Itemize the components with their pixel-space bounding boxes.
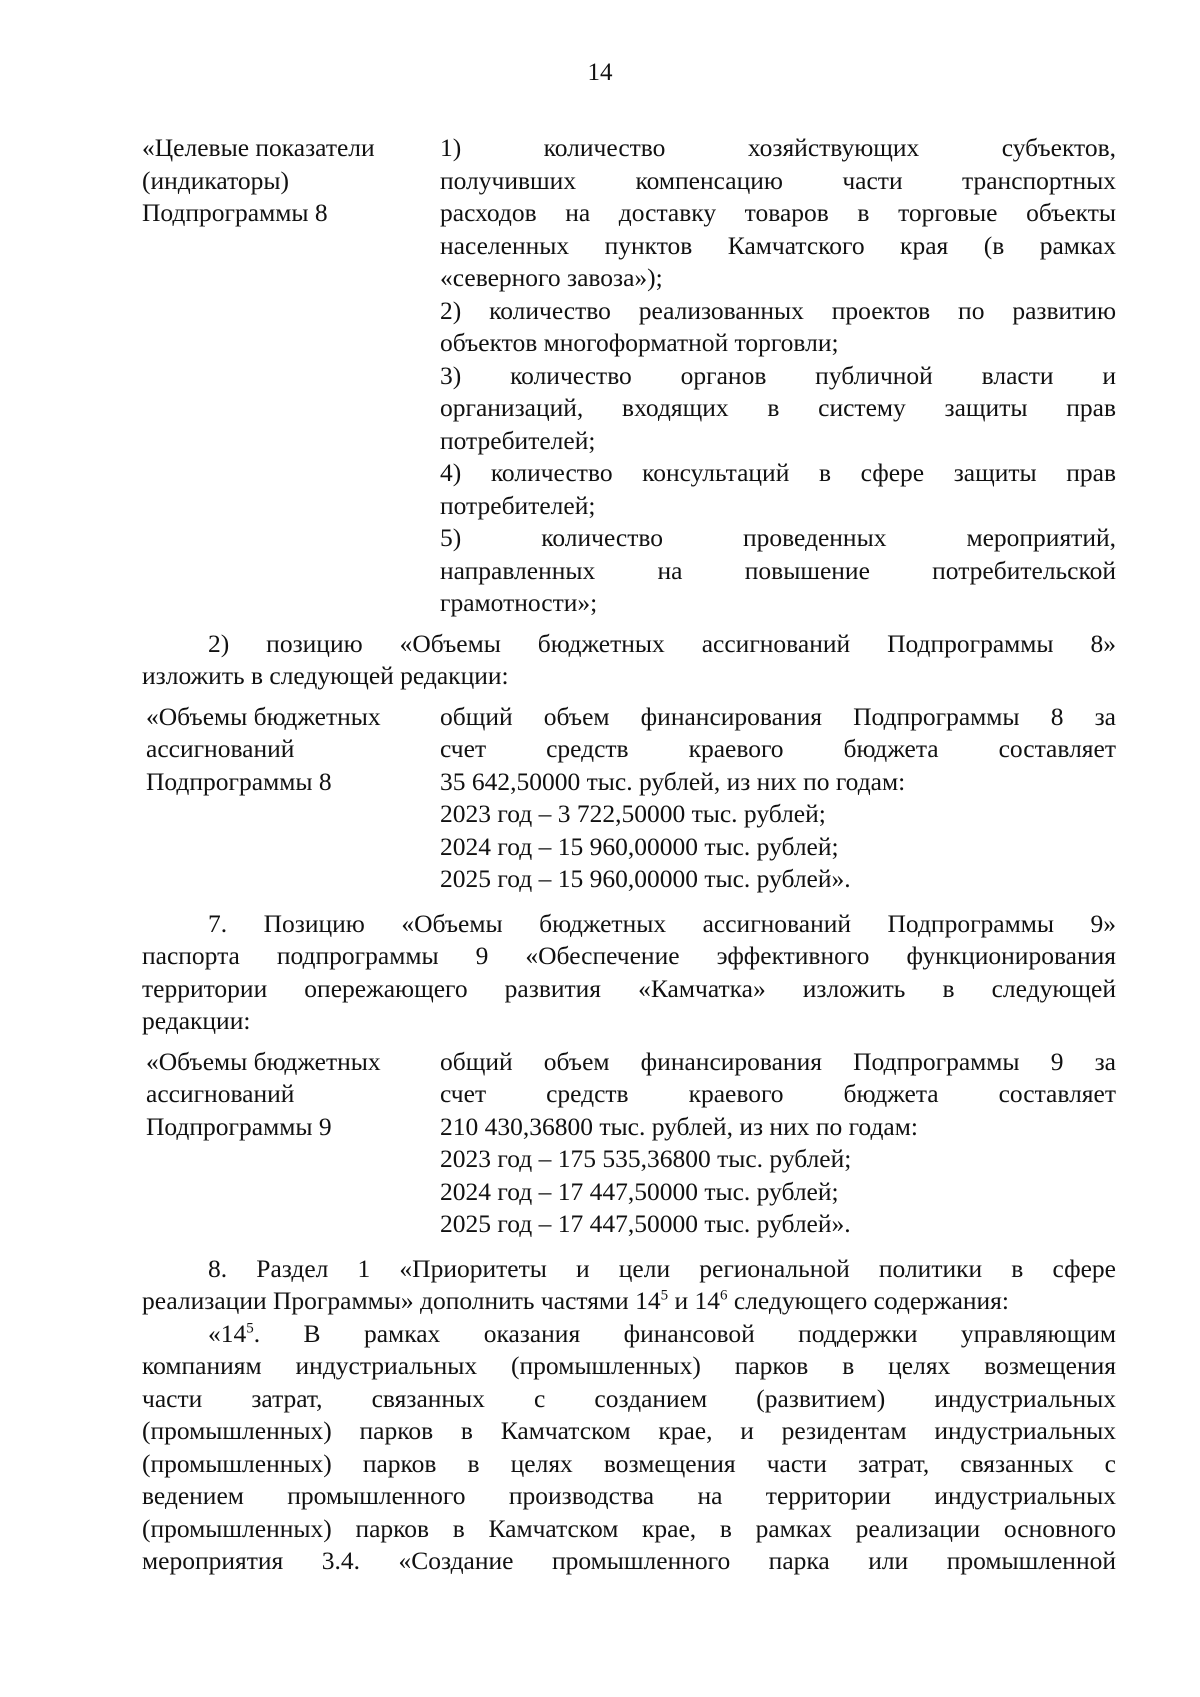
targets-list [440,132,1116,620]
budget-9-value [440,1046,1116,1241]
paragraph-line [142,1318,1116,1351]
value-line: 2025 год – 17 447,50000 тыс. рублей». [440,1209,851,1238]
target-line: направленных на повышение потребительской [440,555,1116,585]
value-line: счет средств краевого бюджета составляет [440,1079,1116,1108]
document-body [142,132,1116,1578]
target-line: потребителей; [440,425,596,455]
value-line: общий объем финансирования Подпрограммы 9 за [440,1046,1116,1076]
label-line: Подпрограммы 8 [142,198,328,227]
text-run: следующего содержания: [727,1286,1009,1315]
paragraph-line [142,1285,1116,1318]
target-line: получивших компенсацию части транспортных [440,165,1116,195]
target-line: грамотности»; [440,588,598,617]
targets-row [142,132,1116,620]
value-line: 35 642,50000 тыс. рублей, из них по годам: [440,766,906,796]
paragraph-line: паспорта подпрограммы 9 «Обеспечение эффективного функционирования [142,941,1116,970]
value-line: 2024 год – 17 447,50000 тыс. рублей; [440,1176,839,1206]
value-line: 2025 год – 15 960,00000 тыс. рублей». [440,864,851,893]
value-line: 210 430,36800 тыс. рублей, из них по годам: [440,1111,918,1141]
value-line: 2023 год – 175 535,36800 тыс. рублей; [440,1144,852,1173]
label-line: ассигнований [146,1079,295,1108]
text-run: и 14 [668,1286,720,1315]
target-line: населенных пунктов Камчатского края (в рамках [440,230,1116,260]
paragraph-line: 7. Позицию «Объемы бюджетных ассигнований Подпрограммы 9» [208,908,1116,938]
label-line: «Объемы бюджетных [146,1046,381,1076]
paragraph-14-5 [142,1318,1116,1578]
label-line: «Объемы бюджетных [146,701,381,731]
paragraph-7 [142,908,1116,1038]
target-line: потребителей; [440,490,596,520]
target-line: 3) количество органов публичной власти и [440,360,1116,390]
paragraph-line: территории опережающего развития «Камчатка» изложить в следующей [142,973,1116,1003]
paragraph-line: редакции: [142,1006,251,1035]
label-line: Подпрограммы 9 [146,1111,332,1141]
text-run: «14 [208,1318,247,1348]
target-line: 4) количество консультаций в сфере защиты прав [440,458,1116,487]
paragraph-line: (промышленных) парков в целях возмещения части затрат, связанных с [142,1448,1116,1478]
value-line: общий объем финансирования Подпрограммы 8 за [440,701,1116,731]
paragraph-line: ведением промышленного производства на территории индустриальных [142,1481,1116,1510]
target-line: организаций, входящих в систему защиты прав [440,393,1116,422]
paragraph-line: мероприятия 3.4. «Создание промышленного парка или промышленной [142,1546,1116,1575]
label-line: Подпрограммы 8 [146,766,332,796]
target-line: «северного завоза»); [440,263,663,292]
text-run: . В рамках оказания финансовой поддержки управляющим [253,1318,1116,1348]
superscript: 5 [660,1287,669,1304]
label-line: (индикаторы) [142,165,289,195]
value-line: 2024 год – 15 960,00000 тыс. рублей; [440,831,839,861]
value-line: счет средств краевого бюджета составляет [440,734,1116,763]
paragraph-8 [142,1253,1116,1318]
budget-9-label [142,1046,440,1241]
paragraph-line: (промышленных) парков в Камчатском крае, в рамках реализации основного [142,1513,1116,1543]
paragraph-line: компаниям индустриальных (промышленных) парков в целях возмещения [142,1351,1116,1380]
target-line: расходов на доставку товаров в торговые объекты [440,198,1116,227]
superscript: 6 [720,1287,728,1304]
label-line: ассигнований [146,734,295,763]
paragraph-line: изложить в следующей редакции: [142,661,509,690]
paragraph-line: (промышленных) парков в Камчатском крае, и резидентам индустриальных [142,1416,1116,1445]
budget-8-label [142,701,440,896]
text-run: реализации Программы» дополнить частями 14 [142,1286,661,1315]
budget-8-row [142,701,1116,896]
target-line: объектов многоформатной торговли; [440,328,839,357]
superscript: 5 [246,1320,254,1336]
targets-label [142,132,440,620]
target-line: 2) количество реализованных проектов по развитию [440,295,1116,325]
label-line: «Целевые показатели [142,133,375,162]
budget-9-row [142,1046,1116,1241]
paragraph-line: 8. Раздел 1 «Приоритеты и цели региональной политики в сфере [208,1253,1116,1283]
target-line: 5) количество проведенных мероприятий, [440,523,1116,552]
budget-8-value [440,701,1116,896]
paragraph-line: 2) позицию «Объемы бюджетных ассигнований Подпрограммы 8» [208,628,1116,658]
value-line: 2023 год – 3 722,50000 тыс. рублей; [440,799,826,828]
paragraph-2 [142,628,1116,693]
target-line: 1) количество хозяйствующих субъектов, [440,133,1116,162]
page-number: 14 [587,59,613,86]
paragraph-line: части затрат, связанных с созданием (развитием) индустриальных [142,1383,1116,1413]
